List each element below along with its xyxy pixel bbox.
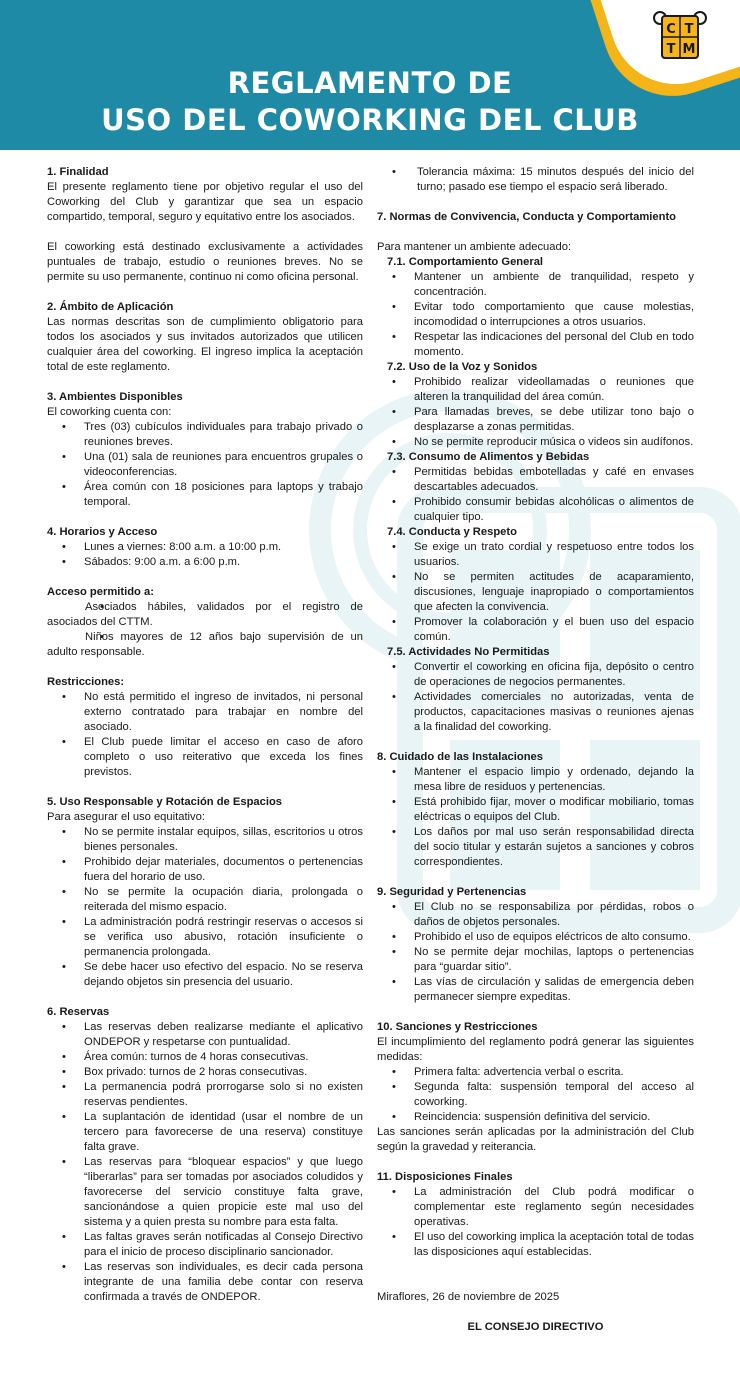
section-title: 6. Reservas <box>47 1006 110 1018</box>
list-item: • Prohibido dejar materiales, documentos o pertenencias fuera del horario de uso. <box>47 855 363 885</box>
list-item: • Tres (03) cubículos individuales para trabajo privado o reuniones breves. <box>47 420 363 450</box>
list-item: • La administración podrá restringir reservas o accesos si se verifica uso abusivo, rotación insuficiente o permanencia prolongada. <box>47 915 363 960</box>
section-title: 11. Disposiciones Finales <box>377 1171 513 1183</box>
subsection-title: 7.4. Conducta y Respeto <box>387 526 517 538</box>
list-item: • Área común: turnos de 4 horas consecutivas. <box>47 1050 363 1065</box>
list-item: • Las reservas deben realizarse mediante el aplicativo ONDEPOR y respetarse con puntualidad. <box>47 1020 363 1050</box>
list-item: • La permanencia podrá prorrogarse solo si no existen reservas pendientes. <box>47 1080 363 1110</box>
header-banner <box>0 0 740 150</box>
list-item: • Para llamadas breves, se debe utilizar tono bajo o desplazarse a zonas permitidas. <box>377 405 694 435</box>
list-item: • Sábados: 9:00 a.m. a 6:00 p.m. <box>47 555 363 570</box>
paragraph: Para asegurar el uso equitativo: <box>47 811 205 823</box>
list-item: • Prohibido consumir bebidas alcohólicas o alimentos de cualquier tipo. <box>377 495 694 525</box>
bullet-list <box>47 690 363 780</box>
logo-letter: M <box>682 42 696 57</box>
list-item: • Promover la colaboración y el buen uso del espacio común. <box>377 615 694 645</box>
list-item: • La suplantación de identidad (usar el nombre de un tercero para favorecerse de una reserva) constituye falta grave. <box>47 1110 363 1155</box>
paragraph: El incumplimiento del reglamento podrá generar las siguientes medidas: <box>377 1036 694 1063</box>
section-title: 7. Normas de Convivencia, Conducta y Comportamiento <box>377 211 677 223</box>
list-item: • Las reservas para “bloquear espacios” y que luego “liberarlas” para ser tomadas por asociados coludidos y favorecerse del servicio constituye falta grave, sancionándose a quien propicie este mal uso del sistema y a quien presta su nombre para esta falta. <box>47 1155 363 1230</box>
section-title: 3. Ambientes Disponibles <box>47 391 183 403</box>
paragraph: El presente reglamento tiene por objetivo regular el uso del Coworking del Club y garantizar que sea un espacio compartido, temporal, seguro y equitativo entre los asociados. <box>47 181 363 223</box>
subsection-title: 7.1. Comportamiento General <box>387 256 544 268</box>
list-item: • Asociados hábiles, validados por el registro de asociados del CTTM. <box>47 600 363 630</box>
list-item: • Mantener un ambiente de tranquilidad, respeto y concentración. <box>377 270 694 300</box>
list-item: • Está prohibido fijar, mover o modificar mobiliario, tomas eléctricas o equipos del Club. <box>377 795 694 825</box>
list-item: • Mantener el espacio limpio y ordenado, dejando la mesa libre de residuos y pertenencias. <box>377 765 694 795</box>
list-item: • Las vías de circulación y salidas de emergencia deben permanecer siempre expeditas. <box>377 975 694 1005</box>
subsection-title: 7.2. Uso de la Voz y Sonidos <box>387 361 538 373</box>
list-item: • Prohibido realizar videollamadas o reuniones que alteren la tranquilidad del área común. <box>377 375 694 405</box>
bullet-list <box>377 1185 694 1260</box>
bullet-list <box>47 825 363 990</box>
list-item: • Prohibido el uso de equipos eléctricos de alto consumo. <box>377 930 694 945</box>
bullet-list <box>377 765 694 870</box>
list-item: • Se debe hacer uso efectivo del espacio. No se reserva dejando objetos sin presencia del usuario. <box>47 960 363 990</box>
bullet-list <box>377 1065 694 1125</box>
bullet-list <box>377 270 694 360</box>
section-title: 5. Uso Responsable y Rotación de Espacios <box>47 796 283 808</box>
list-item: • No se permite instalar equipos, sillas, escritorios u otros bienes personales. <box>47 825 363 855</box>
list-item: • El uso del coworking implica la aceptación total de todas las disposiciones aquí establecidas. <box>377 1230 694 1260</box>
bullet-list <box>47 420 363 510</box>
list-item: • Lunes a viernes: 8:00 a.m. a 10:00 p.m. <box>47 540 363 555</box>
section-title: 1. Finalidad <box>47 166 109 178</box>
logo-letter: T <box>684 22 694 37</box>
bullet-list <box>377 465 694 525</box>
subsection-title: 7.3. Consumo de Alimentos y Bebidas <box>387 451 590 463</box>
bullet-list <box>377 540 694 645</box>
list-item: • Niños mayores de 12 años bajo supervisión de un adulto responsable. <box>47 630 363 660</box>
right-column <box>377 165 694 1335</box>
subsection-title: 7.5. Actividades No Permitidas <box>387 646 550 658</box>
paragraph: Las sanciones serán aplicadas por la administración del Club según la gravedad y reiterancia. <box>377 1126 694 1153</box>
bullet-list <box>377 165 694 195</box>
document-date: Miraflores, 26 de noviembre de 2025 <box>377 1291 560 1303</box>
list-item: • Se exige un trato cordial y respetuoso entre todos los usuarios. <box>377 540 694 570</box>
list-item: • Una (01) sala de reuniones para encuentros grupales o videoconferencias. <box>47 450 363 480</box>
list-item: • El Club no se responsabiliza por pérdidas, robos o daños de objetos personales. <box>377 900 694 930</box>
paragraph: El coworking cuenta con: <box>47 406 172 418</box>
list-item: • El Club puede limitar el acceso en caso de aforo completo o uso reiterativo que exceda los fines previstos. <box>47 735 363 780</box>
list-item: • Reincidencia: suspensión definitiva del servicio. <box>377 1110 694 1125</box>
list-item: • No se permiten actitudes de acaparamiento, discusiones, lenguaje inapropiado o comportamientos que afecten la convivencia. <box>377 570 694 615</box>
list-item: • Respetar las indicaciones del personal del Club en todo momento. <box>377 330 694 360</box>
bullet-list <box>377 375 694 450</box>
list-item: • No se permite la ocupación diaria, prolongada o reiterada del mismo espacio. <box>47 885 363 915</box>
list-item: • Primera falta: advertencia verbal o escrita. <box>377 1065 694 1080</box>
list-item: • Los daños por mal uso serán responsabilidad directa del socio titular y estarán sujetos a sanciones y cobros correspondientes. <box>377 825 694 870</box>
bullet-list <box>47 1020 363 1305</box>
paragraph: Para mantener un ambiente adecuado: <box>377 241 572 253</box>
list-item: • Permitidas bebidas embotelladas y café en envases descartables adecuados. <box>377 465 694 495</box>
bullet-list <box>377 660 694 735</box>
list-item: • Las faltas graves serán notificadas al Consejo Directivo para el inicio de proceso disciplinario sancionador. <box>47 1230 363 1260</box>
subsection-title: Restricciones: <box>47 676 125 688</box>
list-item: • Segunda falta: suspensión temporal del acceso al coworking. <box>377 1080 694 1110</box>
list-item: • Las reservas son individuales, es decir cada persona integrante de una familia debe contar con reserva confirmada a través de ONDEPOR. <box>47 1260 363 1305</box>
subsection-title: Acceso permitido a: <box>47 586 154 598</box>
list-item: • No se permite dejar mochilas, laptops o pertenencias para “guardar sitio”. <box>377 945 694 975</box>
list-item: • Área común con 18 posiciones para laptops y trabajo temporal. <box>47 480 363 510</box>
list-item: • Box privado: turnos de 2 horas consecutivas. <box>47 1065 363 1080</box>
list-item: • Evitar todo comportamiento que cause molestias, incomodidad o interrupciones a otros usuarios. <box>377 300 694 330</box>
section-title: 8. Cuidado de las Instalaciones <box>377 751 543 763</box>
paragraph: El coworking está destinado exclusivamente a actividades puntuales de trabajo, estudio o reuniones breves. No se permite su uso permanente, continuo ni como oficina personal. <box>47 241 363 283</box>
section-title: 4. Horarios y Acceso <box>47 526 158 538</box>
list-item: • No se permite reproducir música o videos sin audífonos. <box>377 435 694 450</box>
bullet-list <box>377 900 694 1005</box>
logo-letter: T <box>666 42 676 57</box>
signature-block: EL CONSEJO DIRECTIVO <box>467 1321 604 1333</box>
list-item: • La administración del Club podrá modificar o complementar este reglamento según necesidades operativas. <box>377 1185 694 1230</box>
list-item: • Convertir el coworking en oficina fija, depósito o centro de operaciones de negocios permanentes. <box>377 660 694 690</box>
club-logo-icon <box>652 10 708 64</box>
list-item: • No está permitido el ingreso de invitados, ni personal externo contratado para trabajar en nombre del asociado. <box>47 690 363 735</box>
bullet-list <box>47 540 363 570</box>
section-title: 9. Seguridad y Pertenencias <box>377 886 527 898</box>
list-item: • Actividades comerciales no autorizadas, venta de productos, capacitaciones masivas o reuniones ajenas a la finalidad del coworking. <box>377 690 694 735</box>
list-item: • Tolerancia máxima: 15 minutos después del inicio del turno; pasado ese tiempo el espacio será liberado. <box>377 165 694 195</box>
page-title-line1: REGLAMENTO DE <box>227 66 513 100</box>
bullet-list <box>47 600 363 660</box>
section-title: 2. Ámbito de Aplicación <box>47 301 174 313</box>
section-title: 10. Sanciones y Restricciones <box>377 1021 538 1033</box>
logo-letter: C <box>666 22 676 37</box>
page-title-line2: USO DEL COWORKING DEL CLUB <box>101 103 639 137</box>
left-column <box>47 165 363 1305</box>
paragraph: Las normas descritas son de cumplimiento obligatorio para todos los asociados y sus invitados autorizados que utilicen cualquier área del coworking. El ingreso implica la aceptación total de este reglamento. <box>47 316 363 373</box>
